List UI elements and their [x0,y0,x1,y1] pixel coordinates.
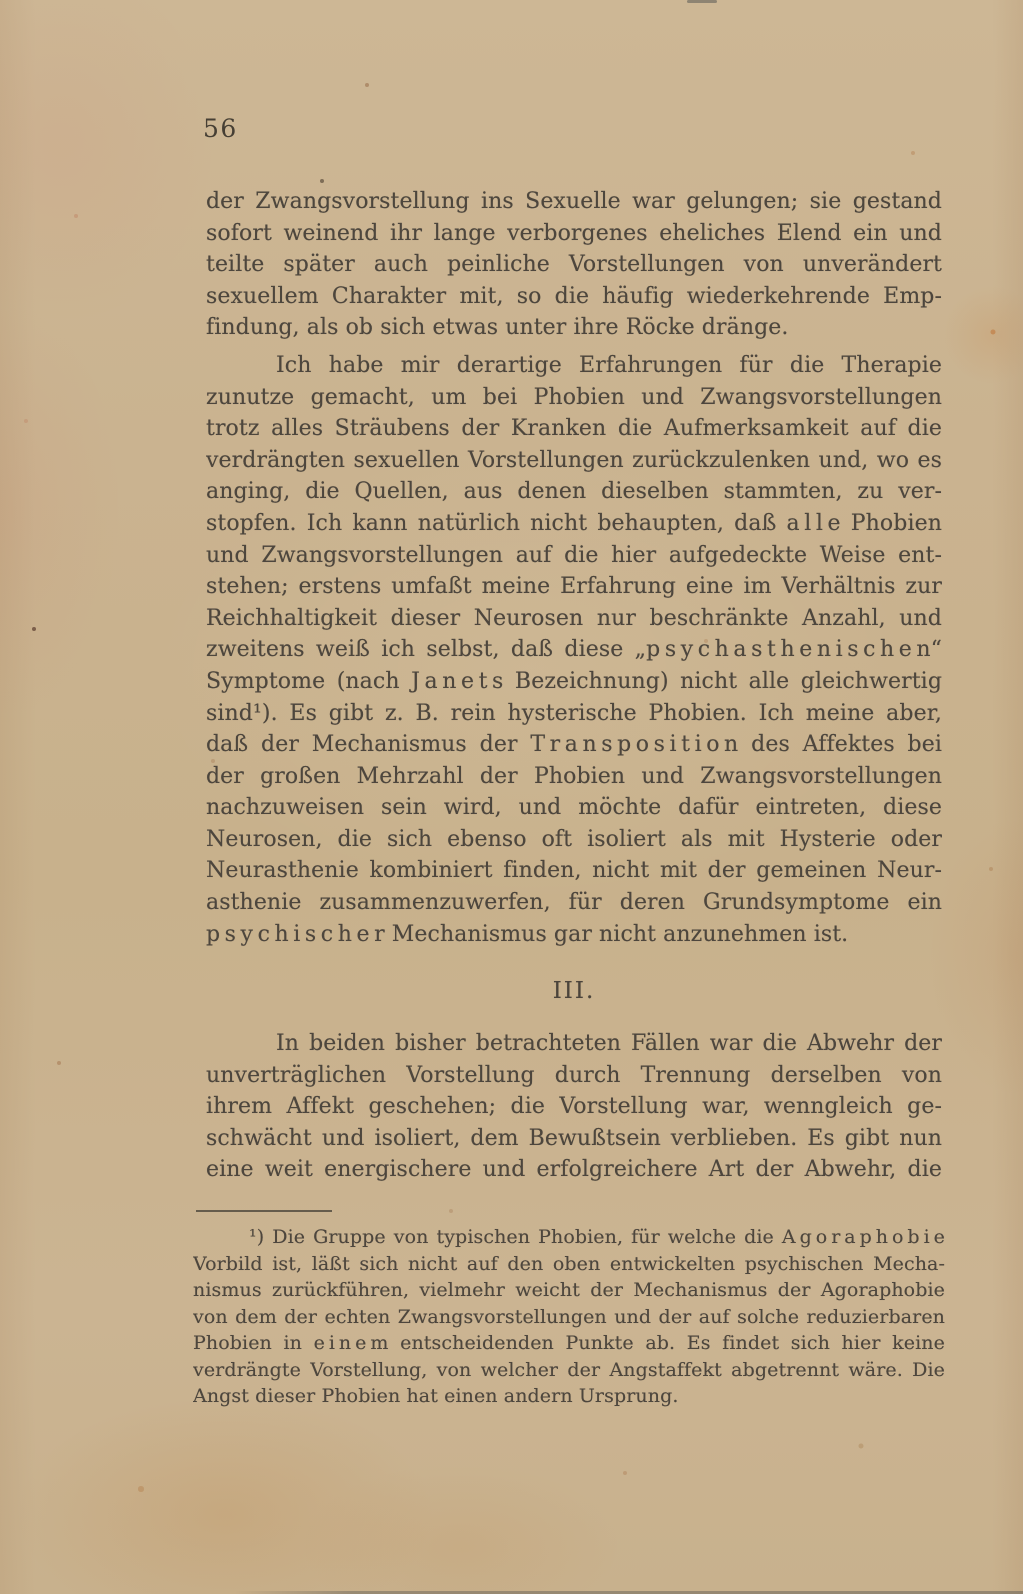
text-line: schwächt und isoliert, dem Bewußtsein verblieben. Es gibt nun [206,1125,942,1151]
footnote-separator [196,1210,332,1212]
text-line: Vorbild ist, läßt sich nicht auf den oben entwickelten psychischen Mecha- [193,1252,945,1275]
text-line: p s y c h i s c h e r Mechanismus gar nicht anzunehmen ist. [206,921,849,947]
text-line: stopfen. Ich kann natürlich nicht behaupten, daß a l l e Phobien [206,510,942,536]
paragraph-continuation [206,186,942,344]
text-line: verdrängte Vorstellung, von welcher der Angstaffekt abgetrennt wäre. Die [193,1358,945,1381]
text-line: ¹) Die Gruppe von typischen Phobien, für welche die A g o r a p h o b i e [249,1226,945,1248]
body-text-lower [206,1028,942,1186]
text-line: trotz alles Sträubens der Kranken die Aufmerksamkeit auf die [206,416,942,442]
text-line: der großen Mehrzahl der Phobien und Zwangsvorstellungen [206,763,942,789]
footnote [193,1224,945,1410]
text-line: Angst dieser Phobien hat einen andern Ursprung. [193,1385,679,1407]
text-line: von dem der echten Zwangsvorstellungen und der auf solche reduzierbaren [193,1305,945,1328]
text-line: teilte später auch peinliche Vorstellungen von unverändert [206,252,942,278]
text-line: Symptome (nach J a n e t s Bezeichnung) nicht alle gleichwertig [206,668,942,694]
text-line: zweitens weiß ich selbst, daß diese „p s y c h a s t h e n i s c h e n“ [206,637,942,663]
text-line: ihrem Affekt geschehen; die Vorstellung war, wenngleich ge- [206,1094,942,1120]
text-line: Neurasthenie kombiniert finden, nicht mit der gemeinen Neur- [206,858,942,884]
text-line: anging, die Quellen, aus denen dieselben stammten, zu ver- [206,479,942,505]
text-line: eine weit energischere und erfolgreichere Art der Abwehr, die [206,1157,942,1183]
text-line: sexuellem Charakter mit, so die häufig wiederkehrende Emp- [206,283,942,309]
text-line: asthenie zusammenzuwerfen, für deren Grundsymptome ein [206,890,942,916]
text-line: sind¹). Es gibt z. B. rein hysterische Phobien. Ich meine aber, [206,700,942,726]
text-line: zunutze gemacht, um bei Phobien und Zwangsvorstellungen [206,384,942,410]
text-line: unverträglichen Vorstellung durch Trennung derselben von [206,1062,942,1088]
text-line: Neurosen, die sich ebenso oft isoliert als mit Hysterie oder [206,826,942,852]
paragraph-therapy-experience [206,350,942,950]
text-line: In beiden bisher betrachteten Fällen war die Abwehr der [276,1031,942,1056]
text-line: sofort weinend ihr lange verborgenes eheliches Elend ein und [206,220,942,246]
body-text-upper [206,186,942,950]
paper-specks [0,0,2,2]
text-line: nismus zurückführen, vielmehr weicht der Mechanismus der Agoraphobie [193,1279,945,1301]
scan-artifact-top [687,0,717,3]
text-line: Reichhaltigkeit dieser Neurosen nur beschränkte Anzahl, und [206,605,942,631]
text-line: daß der Mechanismus der T r a n s p o s i t i o n des Affektes bei [206,732,942,758]
page-number: 56 [203,114,238,143]
paragraph-abwehr [206,1028,942,1186]
text-line: Ich habe mir derartige Erfahrungen für die Therapie [276,352,942,378]
section-heading: III. [552,978,596,1004]
text-line: nachzuweisen sein wird, und möchte dafür eintreten, diese [206,795,942,821]
text-line: findung, als ob sich etwas unter ihre Röcke dränge. [206,315,789,341]
text-line: Phobien in e i n e m entscheidenden Punkte ab. Es findet sich hier keine [193,1332,945,1354]
text-line: stehen; erstens umfaßt meine Erfahrung eine im Verhältnis zur [206,574,942,600]
text-line: der Zwangsvorstellung ins Sexuelle war gelungen; sie gestand [206,189,942,214]
text-line: verdrängten sexuellen Vorstellungen zurückzulenken und, wo es [206,447,942,473]
text-line: und Zwangsvorstellungen auf die hier aufgedeckte Weise ent- [206,542,942,568]
